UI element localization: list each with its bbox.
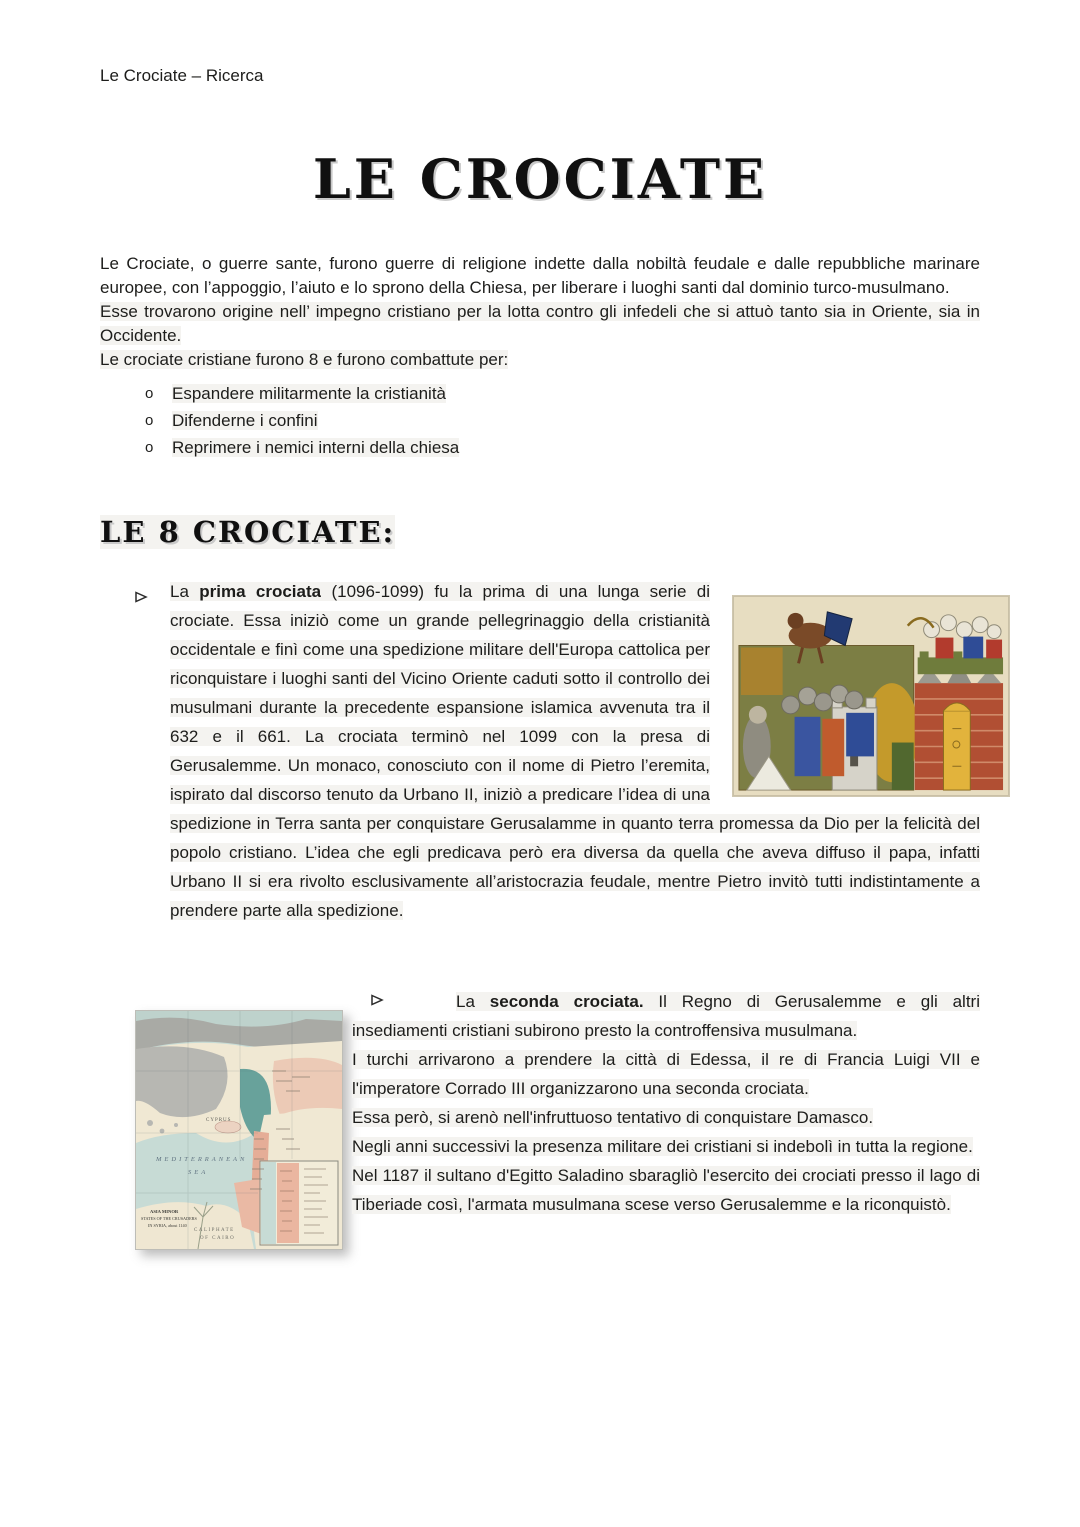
circle-bullet-marker: o (145, 385, 154, 402)
second-crusade-line: Negli anni successivi la presenza militare dei cristiani si indebolì in tutta la regione. (352, 1137, 973, 1156)
first-crusade-illustration (732, 595, 1010, 797)
circle-bullet-marker: o (145, 412, 154, 429)
page-title: LE CROCIATE (312, 147, 768, 211)
svg-text:OF CAIRO: OF CAIRO (200, 1236, 236, 1241)
second-crusade-bold: seconda crociata. (489, 992, 644, 1011)
arrowhead-right-icon (370, 987, 384, 1016)
svg-text:STATES OF THE CRUSADERS: STATES OF THE CRUSADERS (141, 1216, 197, 1221)
first-crusade-body: (1096-1099) fu la prima di una lunga serie di crociate. Essa iniziò come un grande pellegrinaggio della cristianità occidentale e finì come una spedizione militare dell'Europa cattolica per riconquistare i luoghi santi del Vicino Oriente caduti sotto il controllo dei musulmani durante la precedente espansione islamica avvenuta tra il 632 e il 661. La crociata terminò nel 1099 con la presa di Gerusalemme. Un monaco, conosciuto con il nome di Pietro l’eremita, ispirato dal discorso tenuto da Urbano II, iniziò a predicare l’idea di una spedizione in Terra santa per conquistare Gerusalamme in quanto terra promessa da Dio per la felicità del popolo cristiano. L’idea che egli predicava però era diversa da quella che aveva diffuso il papa, infatti Urbano II si era rivolto esclusivamente all’aristocrazia feudale, mentre Pietro invitò tutti indistintamente a prendere parte alla spedizione. (170, 582, 980, 920)
second-crusade-line: I turchi arrivarono a prendere la città di Edessa, il re di Francia Luigi VII e l'imperatore Corrado III organizzarono una seconda crociata. (352, 1050, 980, 1098)
first-crusade-text: La (170, 582, 200, 601)
second-crusade-intro: La seconda crociata. Il Regno di Gerusalemme e gli altri insediamenti cristiani subirono presto la controffensiva musulmana. (100, 987, 980, 1045)
document-header: Le Crociate – Ricerca (100, 66, 264, 85)
arrowhead-right-icon (134, 584, 148, 613)
list-item (100, 380, 980, 407)
list-item (100, 407, 980, 434)
svg-text:CALIPHATE: CALIPHATE (194, 1228, 235, 1233)
list-item-label: Difenderne i confini (172, 411, 318, 430)
first-crusade-bold: prima crociata (199, 582, 322, 601)
svg-text:IN SYRIA, about 1140: IN SYRIA, about 1140 (148, 1223, 187, 1228)
circle-bullet-marker: o (145, 439, 154, 456)
intro-text-1: Le Crociate, o guerre sante, furono guerre di religione indette dalla nobiltà feudale e dalle repubbliche marinare europee, con l’appoggio, l’aiuto e lo sprono della Chiesa, per liberare i luoghi santi dal dominio turco-musulmano. (100, 254, 980, 297)
svg-text:ASIA MINOR: ASIA MINOR (150, 1209, 179, 1214)
svg-text:SEA: SEA (188, 1169, 209, 1176)
intro-paragraph (100, 252, 980, 372)
list-item (100, 434, 980, 461)
intro-text-3: Le crociate cristiane furono 8 e furono combattute per: (100, 350, 509, 369)
intro-text-2: Esse trovarono origine nell’ impegno cristiano per la lotta contro gli infedeli che si attuò tanto sia in Oriente, sia in Occidente. (100, 302, 980, 345)
crusade-purpose-list (100, 380, 980, 461)
svg-text:CYPRUS: CYPRUS (206, 1118, 232, 1123)
second-crusade-item (100, 987, 980, 1241)
second-crusade-line: Nel 1187 il sultano d'Egitto Saladino sbaragliò l'esercito dei crociati presso il lago di Tiberiade così, l'armata musulmana scese verso Gerusalemme e la riconquistò. (352, 1166, 980, 1214)
first-crusade-item (100, 577, 980, 925)
list-item-label: Espandere militarmente la cristianità (172, 384, 447, 403)
crusader-states-map (135, 1010, 343, 1250)
second-crusade-line: Essa però, si arenò nell'infruttuoso tentativo di conquistare Damasco. (352, 1108, 874, 1127)
second-crusade-text: La (456, 992, 490, 1011)
section-heading: LE 8 CROCIATE: (100, 515, 396, 549)
svg-text:MEDITERRANEAN: MEDITERRANEAN (156, 1156, 248, 1163)
list-item-label: Reprimere i nemici interni della chiesa (172, 438, 460, 457)
